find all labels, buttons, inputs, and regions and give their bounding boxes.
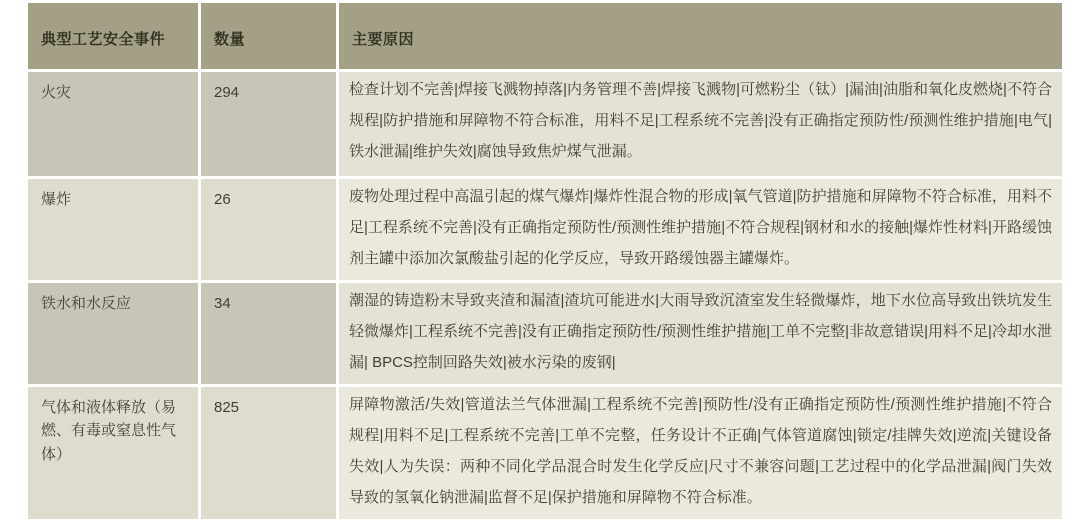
- incidents-table: [25, 0, 1065, 522]
- cell-count: 26: [201, 179, 336, 280]
- table-row-iron-water-reaction: [28, 283, 1062, 384]
- table-row-gas-liquid-release: [28, 387, 1062, 519]
- cell-event: 火灾: [28, 72, 198, 176]
- header-cell-event: 典型工艺安全事件: [28, 3, 198, 69]
- cell-count: 825: [201, 387, 336, 519]
- cell-event: 铁水和水反应: [28, 283, 198, 384]
- cell-reasons: 检查计划不完善|焊接飞溅物掉落|内务管理不善|焊接飞溅物|可燃粉尘（钛）|漏油|油脂和氧化皮燃烧|不符合规程|防护措施和屏障物不符合标准，用料不足|工程系统不完善|没有正确指定预防性/预测性维护措施|电气|铁水泄漏|维护失效|腐蚀导致焦炉煤气泄漏。: [339, 72, 1062, 176]
- table-header-row: [28, 3, 1062, 69]
- table-row-explosion: [28, 179, 1062, 280]
- cell-count: 294: [201, 72, 336, 176]
- cell-count: 34: [201, 283, 336, 384]
- table-row-fire: [28, 72, 1062, 176]
- cell-reasons: 屏障物激活/失效|管道法兰气体泄漏|工程系统不完善|预防性/没有正确指定预防性/预测性维护措施|不符合规程|用料不足|工程系统不完善|工单不完整，任务设计不正确|气体管道腐蚀|锁定/挂牌失效|逆流|关键设备失效|人为失误：两种不同化学品混合时发生化学反应|尺寸不兼容问题|工艺过程中的化学品泄漏|阀门失效导致的氢氧化钠泄漏|监督不足|保护措施和屏障物不符合标准。: [339, 387, 1062, 519]
- header-cell-reasons: 主要原因: [339, 3, 1062, 69]
- cell-reasons: 潮湿的铸造粉末导致夹渣和漏渣|渣坑可能进水|大雨导致沉渣室发生轻微爆炸，地下水位高导致出铁坑发生轻微爆炸|工程系统不完善|没有正确指定预防性/预测性维护措施|工单不完整|非故意错误|用料不足|冷却水泄漏| BPCS控制回路失效|被水污染的废钢|: [339, 283, 1062, 384]
- header-cell-count: 数量: [201, 3, 336, 69]
- cell-event: 气体和液体释放（易燃、有毒或窒息性气体）: [28, 387, 198, 519]
- cell-event: 爆炸: [28, 179, 198, 280]
- cell-reasons: 废物处理过程中高温引起的煤气爆炸|爆炸性混合物的形成|氧气管道|防护措施和屏障物不符合标准，用料不足|工程系统不完善|没有正确指定预防性/预测性维护措施|不符合规程|钢材和水的接触|爆炸性材料|开路缓蚀剂主罐中添加次氯酸盐引起的化学反应，导致开路缓蚀器主罐爆炸。: [339, 179, 1062, 280]
